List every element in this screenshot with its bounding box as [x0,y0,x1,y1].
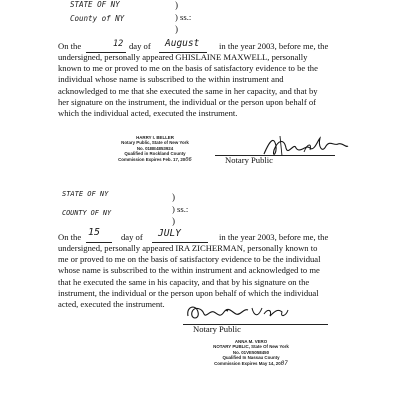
text-line: instrument, the individual or the person upon behalf of which the individual [58,287,319,298]
stamp-year-handwritten-2: 07 [280,359,288,367]
text-line: undersigned, personally appeared GHISLAINE MAXWELL, personally [58,52,308,62]
bracket-bottom-1: ) [175,24,178,34]
stamp-line: NOTARY PUBLIC, State Of New York [213,344,289,350]
county-handwritten-1: County of NY [70,14,125,23]
stamp-line: No. 01VE5058450 [232,349,270,355]
notary-signature-1 [260,132,350,162]
notary-public-label-2: Notary Public [193,324,241,334]
text-line: individual whose name is subscribed to the within instrument and [58,74,284,85]
text-line: undersigned, personally appeared IRA ZICHERMAN, personally known to [58,243,318,253]
stamp-year-handwritten-1: 06 [185,156,192,163]
stamp-line: Qualified In Nassau County [222,355,280,361]
year-text-1: in the year 2003, before me, the [219,41,329,51]
month-handwritten-2: JULY [158,228,181,239]
stamp-line: No. 01BE4853924 [136,145,174,151]
bracket-top-1: ) [175,0,178,10]
stamp-line: Commission Expires Feb. 17, 2006 [118,156,192,163]
notary-signature-2 [182,300,292,324]
text-line: whose name is subscribed to the within instrument and acknowledged to me [58,265,320,276]
ss-label-1: ) ss.: [175,12,192,22]
text-line: acted, executed the instrument. [58,299,165,310]
day-handwritten-1: 12 [113,39,124,49]
text-line: known to me or proved to me on the basis of satisfactory evidence to be the [58,63,318,74]
bracket-bottom-2: ) [172,216,175,226]
text-line: me or proved to me on the basis of satisfactory evidence to be the individual [58,254,321,265]
on-the-label-2: On the [58,232,82,242]
bracket-top-2: ) [172,192,175,202]
notary-public-label-1: Notary Public [225,155,273,165]
text-line: that he executed the same in his capacity, and that by his signature on the [58,276,310,287]
state-handwritten-2: STATE OF NY [62,190,109,198]
text-line: her signature on the instrument, the individual or the person upon behalf of [58,96,316,107]
state-handwritten-1: STATE OF NY [70,0,120,9]
text-line: which the individual acted, executed the instrument. [58,108,238,119]
ss-label-2: ) ss.: [172,204,189,214]
stamp-line: Qualified in Rockland County [124,151,186,157]
day-of-label-1: day of [129,41,151,51]
acknowledgment-text-1 [58,52,358,119]
county-handwritten-2: COUNTY OF NY [62,209,112,217]
month-handwritten-1: August [165,38,200,49]
day-handwritten-2: 15 [88,227,101,238]
year-text-2: in the year 2003, before me, the [219,232,329,242]
on-the-label-1: On the [58,41,82,51]
notary-stamp-1 [100,135,210,163]
stamp-line: Notary Public, State of New York [121,140,189,146]
stamp-line: Commission Expires May 14, 2007 [214,359,288,367]
stamp-line: ANNA M. VERO [234,339,268,344]
text-line: acknowledged to me that she executed the same in her capacity, and that by [58,85,318,96]
day-of-label-2: day of [121,232,143,242]
notary-stamp-2 [196,339,306,366]
stamp-line: HARRY I. BELLER [136,135,174,140]
